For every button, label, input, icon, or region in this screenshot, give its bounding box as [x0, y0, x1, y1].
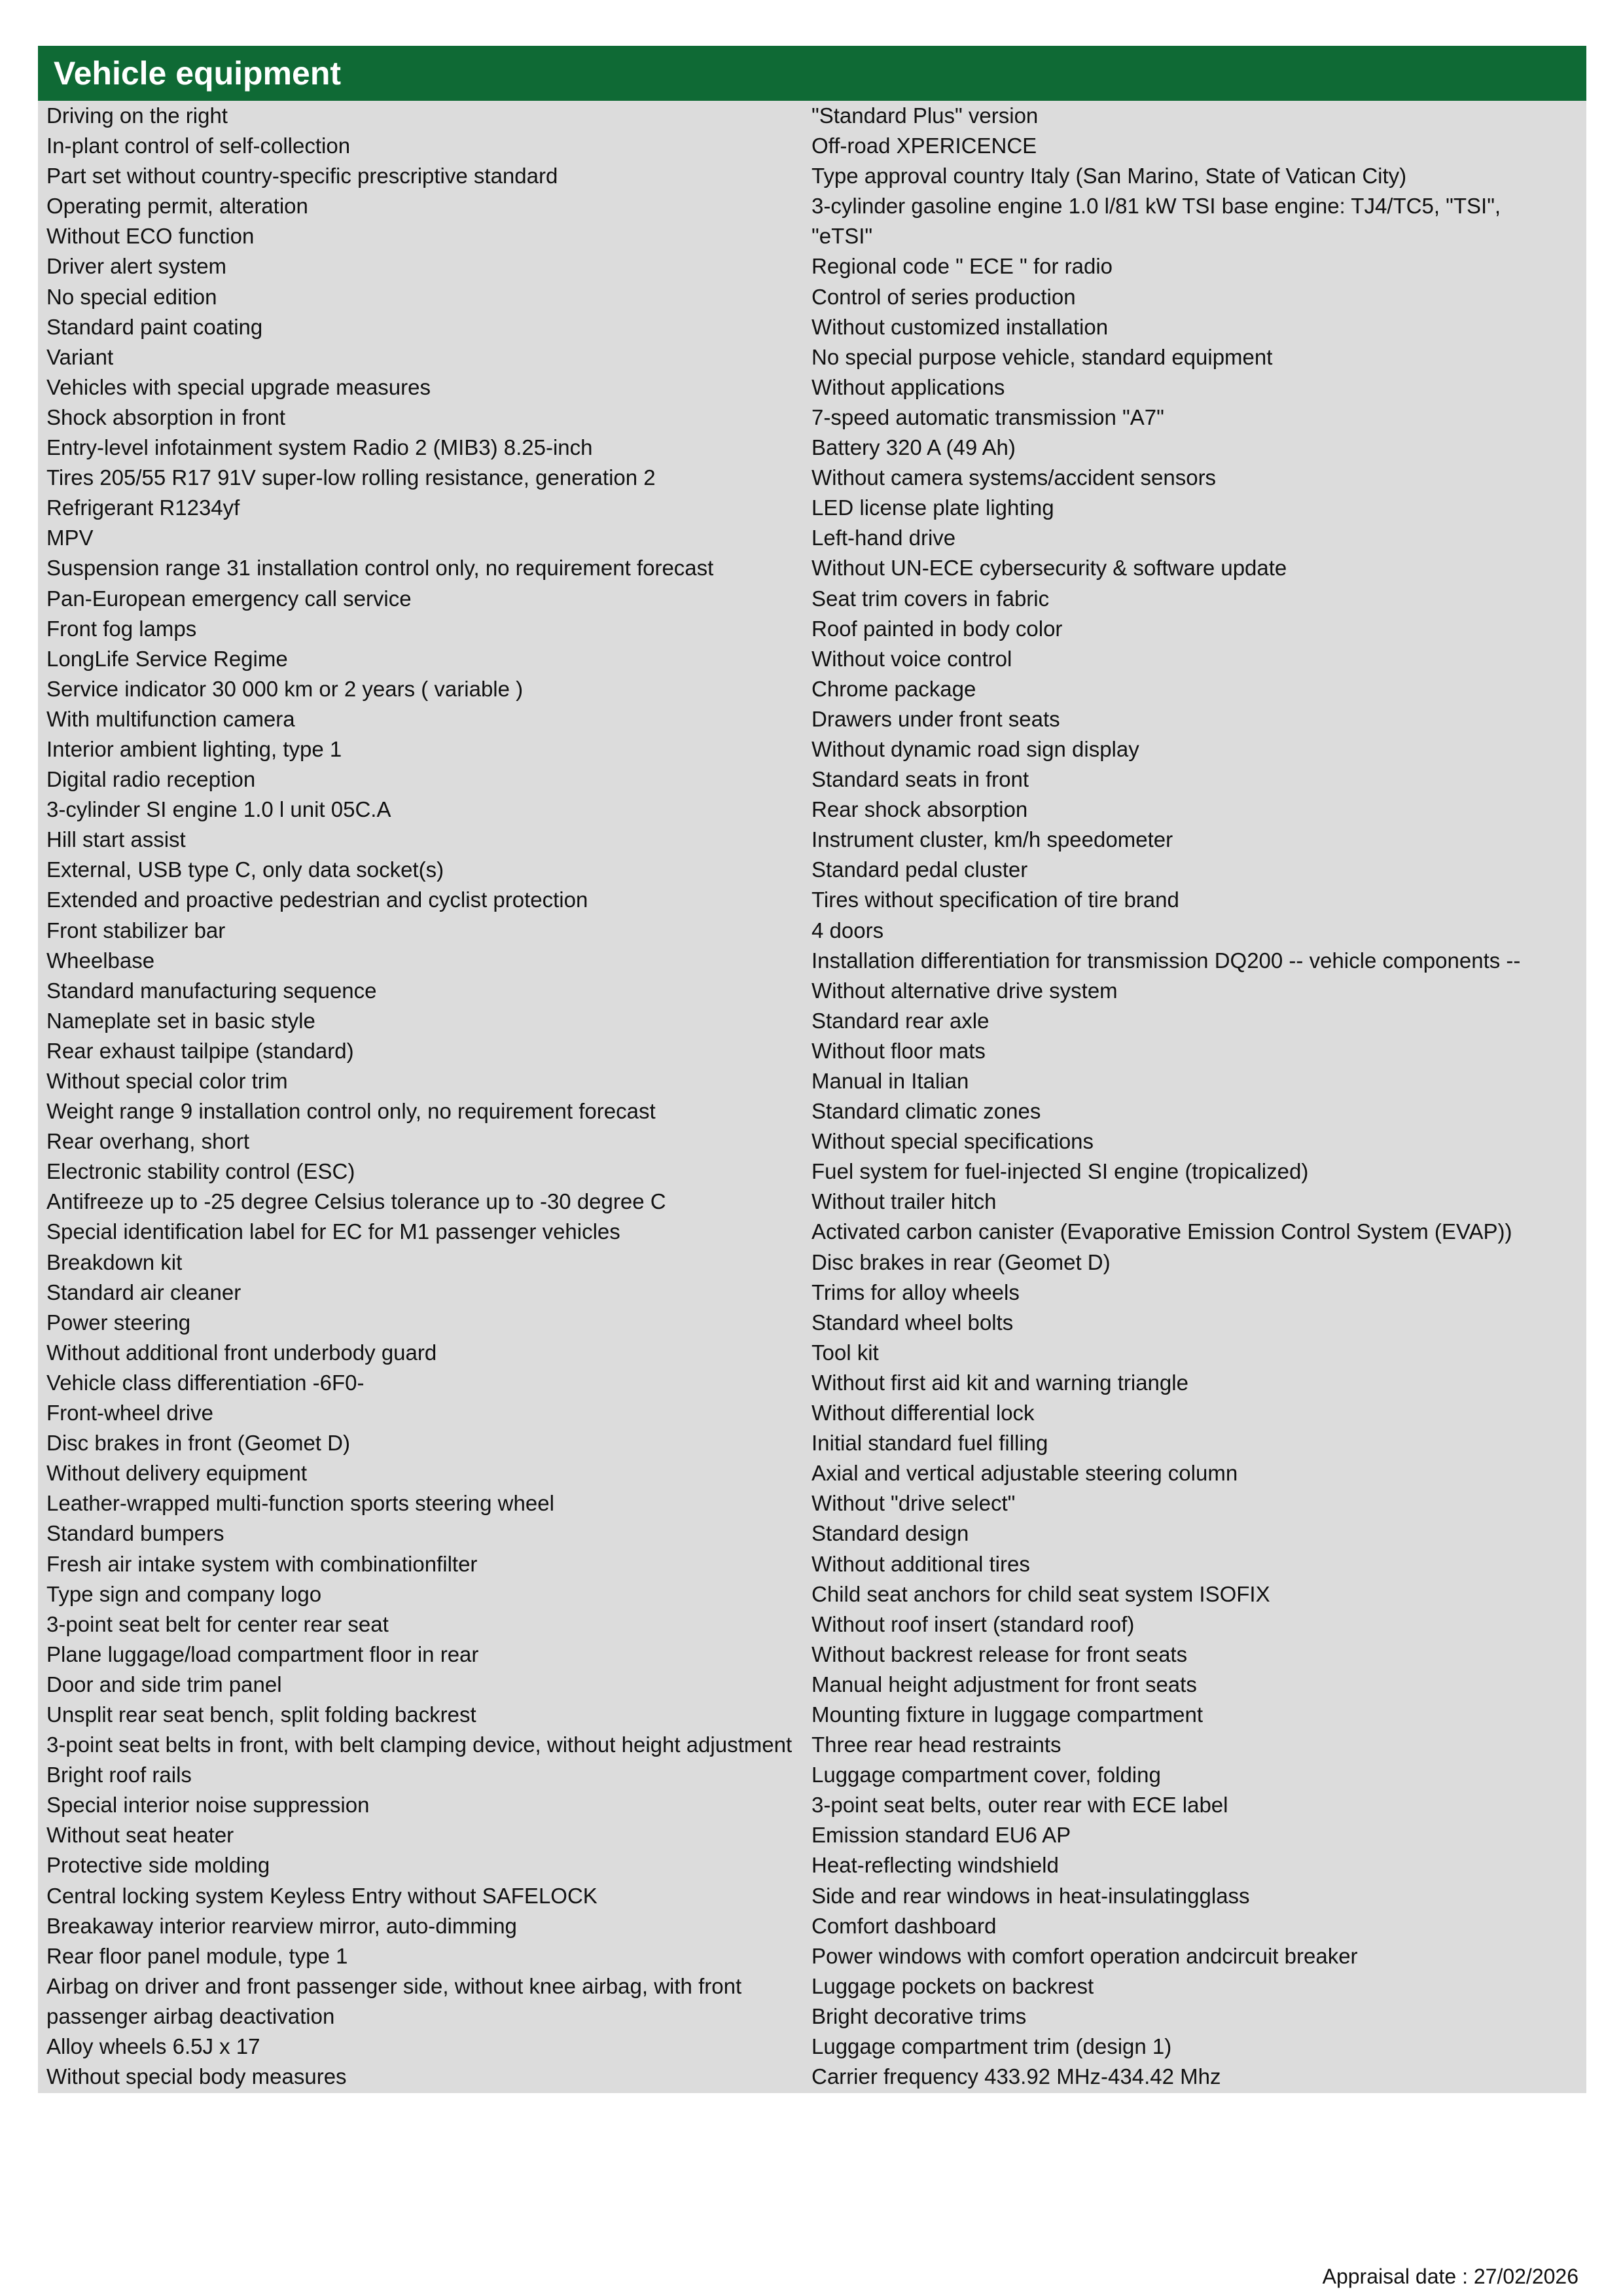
equipment-item: Off-road XPERICENCE	[812, 134, 1037, 158]
equipment-item: Bright roof rails	[46, 1763, 192, 1787]
equipment-item: Standard rear axle	[812, 1008, 990, 1033]
equipment-item: 3-cylinder SI engine 1.0 l unit 05C.A	[46, 797, 391, 822]
equipment-item: Without floor mats	[812, 1038, 986, 1063]
equipment-item: Power steering	[46, 1310, 191, 1335]
equipment-item: Without additional tires	[812, 1551, 1030, 1576]
equipment-item: Standard pedal cluster	[812, 857, 1028, 882]
equipment-item: Without voice control	[812, 646, 1012, 671]
equipment-item: Luggage compartment cover, folding	[812, 1763, 1161, 1787]
equipment-item: Standard manufacturing sequence	[46, 978, 377, 1003]
equipment-item: Protective side molding	[46, 1853, 270, 1878]
equipment-item: Breakaway interior rearview mirror, auto-dimming	[46, 1913, 517, 1938]
equipment-item: Antifreeze up to -25 degree Celsius tolerance up to -30 degree C	[46, 1189, 666, 1214]
equipment-item: Standard paint coating	[46, 314, 263, 339]
equipment-item: Vehicle class differentiation -6F0-	[46, 1370, 365, 1395]
equipment-item: Installation differentiation for transmission DQ200 -- vehicle components --	[812, 948, 1521, 973]
equipment-item: Standard climatic zones	[812, 1099, 1041, 1124]
equipment-item: Luggage pockets on backrest	[812, 1973, 1094, 1998]
equipment-item: Tires 205/55 R17 91V super-low rolling resistance, generation 2	[46, 465, 656, 490]
equipment-item: Weight range 9 installation control only, no requirement forecast	[46, 1099, 656, 1124]
equipment-item: Standard seats in front	[812, 767, 1029, 792]
equipment-item: Special interior noise suppression	[46, 1793, 370, 1818]
equipment-item: External, USB type C, only data socket(s)	[46, 857, 444, 882]
equipment-item: Manual in Italian	[812, 1069, 969, 1093]
equipment-item: Disc brakes in front (Geomet D)	[46, 1431, 350, 1456]
equipment-item: Interior ambient lighting, type 1	[46, 736, 342, 761]
equipment-item: Shock absorption in front	[46, 404, 286, 429]
equipment-item: Digital radio reception	[46, 767, 256, 792]
equipment-item: Without applications	[812, 374, 1005, 399]
equipment-item: Door and side trim panel	[46, 1672, 282, 1696]
equipment-item: Without dynamic road sign display	[812, 736, 1139, 761]
equipment-item: Without delivery equipment	[46, 1461, 308, 1486]
equipment-item: MPV	[46, 526, 94, 550]
equipment-item: Axial and vertical adjustable steering column	[812, 1461, 1238, 1486]
equipment-item: Mounting fixture in luggage compartment	[812, 1702, 1203, 1727]
equipment-item: Operating permit, alteration	[46, 194, 308, 219]
equipment-item: Plane luggage/load compartment floor in rear	[46, 1641, 479, 1666]
equipment-item: Standard wheel bolts	[812, 1310, 1014, 1335]
equipment-item: No special edition	[46, 284, 217, 309]
equipment-item: Bright decorative trims	[812, 2003, 1027, 2028]
equipment-item: Tool kit	[812, 1340, 879, 1365]
equipment-item: Standard air cleaner	[46, 1280, 241, 1304]
equipment-item: Leather-wrapped multi-function sports steering wheel	[46, 1491, 554, 1516]
equipment-item: Tires without specification of tire brand	[812, 888, 1179, 912]
equipment-item: Rear floor panel module, type 1	[46, 1943, 348, 1968]
equipment-item: Fresh air intake system with combinationfilter	[46, 1551, 478, 1576]
equipment-item: Without "drive select"	[812, 1491, 1016, 1516]
equipment-item: Nameplate set in basic style	[46, 1008, 315, 1033]
equipment-item: Wheelbase	[46, 948, 155, 973]
equipment-item: Without UN-ECE cybersecurity & software update	[812, 556, 1287, 581]
equipment-item: Without special body measures	[46, 2064, 347, 2089]
equipment-item: Heat-reflecting windshield	[812, 1853, 1059, 1878]
equipment-item: Left-hand drive	[812, 526, 956, 550]
equipment-item: 4 doors	[812, 918, 884, 942]
equipment-item: Suspension range 31 installation control only, no requirement forecast	[46, 556, 714, 581]
equipment-item: Standard bumpers	[46, 1521, 224, 1546]
equipment-item: 3-point seat belts in front, with belt clamping device, without height adjustment	[46, 1732, 793, 1757]
equipment-item: 3-point seat belts, outer rear with ECE label	[812, 1793, 1228, 1818]
equipment-item: Unsplit rear seat bench, split folding backrest	[46, 1702, 476, 1727]
equipment-item: 3-point seat belt for center rear seat	[46, 1611, 389, 1636]
equipment-item: Without alternative drive system	[812, 978, 1118, 1003]
equipment-item: Part set without country-specific prescriptive standard	[46, 164, 558, 188]
equipment-item: Refrigerant R1234yf	[46, 495, 240, 520]
equipment-item: Front-wheel drive	[46, 1401, 213, 1426]
equipment-list-right	[812, 101, 1586, 2092]
equipment-item: Breakdown kit	[46, 1249, 183, 1274]
equipment-item: Initial standard fuel filling	[812, 1431, 1048, 1456]
equipment-item: Alloy wheels 6.5J x 17	[46, 2034, 260, 2058]
equipment-item: "Standard Plus" version	[812, 103, 1039, 128]
equipment-item: Without backrest release for front seats	[812, 1641, 1188, 1666]
section-title: Vehicle equipment	[54, 55, 342, 92]
equipment-item: Without differential lock	[812, 1401, 1035, 1426]
equipment-item: Electronic stability control (ESC)	[46, 1159, 355, 1184]
equipment-item: Rear shock absorption	[812, 797, 1028, 822]
equipment-item: Entry-level infotainment system Radio 2 (MIB3) 8.25-inch	[46, 435, 593, 460]
equipment-item: Without special color trim	[46, 1069, 288, 1093]
equipment-item: Without customized installation	[812, 314, 1109, 339]
equipment-item: Driving on the right	[46, 103, 228, 128]
equipment-item: Without roof insert (standard roof)	[812, 1611, 1135, 1636]
equipment-item: Type approval country Italy (San Marino, State of Vatican City)	[812, 164, 1407, 188]
equipment-item: Carrier frequency 433.92 MHz-434.42 Mhz	[812, 2064, 1221, 2089]
equipment-item: Three rear head restraints	[812, 1732, 1061, 1757]
equipment-item: Disc brakes in rear (Geomet D)	[812, 1249, 1111, 1274]
equipment-item: Power windows with comfort operation andcircuit breaker	[812, 1943, 1358, 1968]
vehicle-equipment-section	[38, 46, 1586, 2093]
equipment-item: Manual height adjustment for front seats	[812, 1672, 1197, 1696]
equipment-item: Emission standard EU6 AP	[812, 1823, 1071, 1848]
equipment-item: Without seat heater	[46, 1823, 234, 1848]
equipment-item: In-plant control of self-collection	[46, 134, 351, 158]
equipment-item: Chrome package	[812, 676, 976, 701]
equipment-item: Without camera systems/accident sensors	[812, 465, 1217, 490]
equipment-item: Central locking system Keyless Entry without SAFELOCK	[46, 1883, 597, 1908]
equipment-item: Special identification label for EC for M1 passenger vehicles	[46, 1219, 620, 1244]
equipment-item: Pan-European emergency call service	[46, 586, 412, 611]
equipment-item: Activated carbon canister (Evaporative Emission Control System (EVAP))	[812, 1219, 1512, 1244]
equipment-item: Driver alert system	[46, 254, 227, 279]
section-header	[38, 46, 1586, 101]
equipment-item: Drawers under front seats	[812, 706, 1060, 731]
equipment-item: Variant	[46, 344, 114, 369]
equipment-list-left	[38, 101, 812, 2092]
equipment-item: 7-speed automatic transmission "A7"	[812, 404, 1164, 429]
equipment-item: Comfort dashboard	[812, 1913, 997, 1938]
equipment-item: Rear overhang, short	[46, 1129, 250, 1154]
equipment-item: Roof painted in body color	[812, 616, 1063, 641]
equipment-item: LED license plate lighting	[812, 495, 1054, 520]
equipment-item: Control of series production	[812, 284, 1076, 309]
equipment-item: Fuel system for fuel-injected SI engine (tropicalized)	[812, 1159, 1309, 1184]
appraisal-date: Appraisal date : 27/02/2026	[1322, 2265, 1578, 2288]
equipment-item: Extended and proactive pedestrian and cyclist protection	[46, 888, 588, 912]
equipment-item: 3-cylinder gasoline engine 1.0 l/81 kW TSI base engine: TJ4/TC5, "TSI", "eTSI"	[812, 194, 1501, 249]
equipment-item: No special purpose vehicle, standard equipment	[812, 344, 1273, 369]
equipment-panel	[38, 101, 1586, 2093]
equipment-item: With multifunction camera	[46, 706, 295, 731]
equipment-item: Front fog lamps	[46, 616, 197, 641]
equipment-item: Without trailer hitch	[812, 1189, 997, 1214]
equipment-item: Without first aid kit and warning triangle	[812, 1370, 1188, 1395]
equipment-item: Regional code " ECE " for radio	[812, 254, 1113, 279]
equipment-item: Service indicator 30 000 km or 2 years ( variable )	[46, 676, 524, 701]
equipment-item: LongLife Service Regime	[46, 646, 288, 671]
equipment-item: Front stabilizer bar	[46, 918, 226, 942]
equipment-item: Hill start assist	[46, 827, 186, 852]
equipment-item: Without ECO function	[46, 224, 255, 249]
equipment-item: Type sign and company logo	[46, 1581, 322, 1606]
equipment-item: Luggage compartment trim (design 1)	[812, 2034, 1172, 2058]
equipment-item: Trims for alloy wheels	[812, 1280, 1020, 1304]
equipment-item: Rear exhaust tailpipe (standard)	[46, 1038, 354, 1063]
equipment-item: Without additional front underbody guard	[46, 1340, 437, 1365]
equipment-item: Side and rear windows in heat-insulatingglass	[812, 1883, 1250, 1908]
equipment-item: Standard design	[812, 1521, 969, 1546]
equipment-item: Instrument cluster, km/h speedometer	[812, 827, 1173, 852]
equipment-item: Vehicles with special upgrade measures	[46, 374, 431, 399]
equipment-item: Child seat anchors for child seat system ISOFIX	[812, 1581, 1270, 1606]
equipment-item: Seat trim covers in fabric	[812, 586, 1050, 611]
equipment-item: Battery 320 A (49 Ah)	[812, 435, 1016, 460]
equipment-item: Without special specifications	[812, 1129, 1094, 1154]
equipment-item: Airbag on driver and front passenger side, without knee airbag, with front passenger airbag deactivation	[46, 1973, 742, 2028]
